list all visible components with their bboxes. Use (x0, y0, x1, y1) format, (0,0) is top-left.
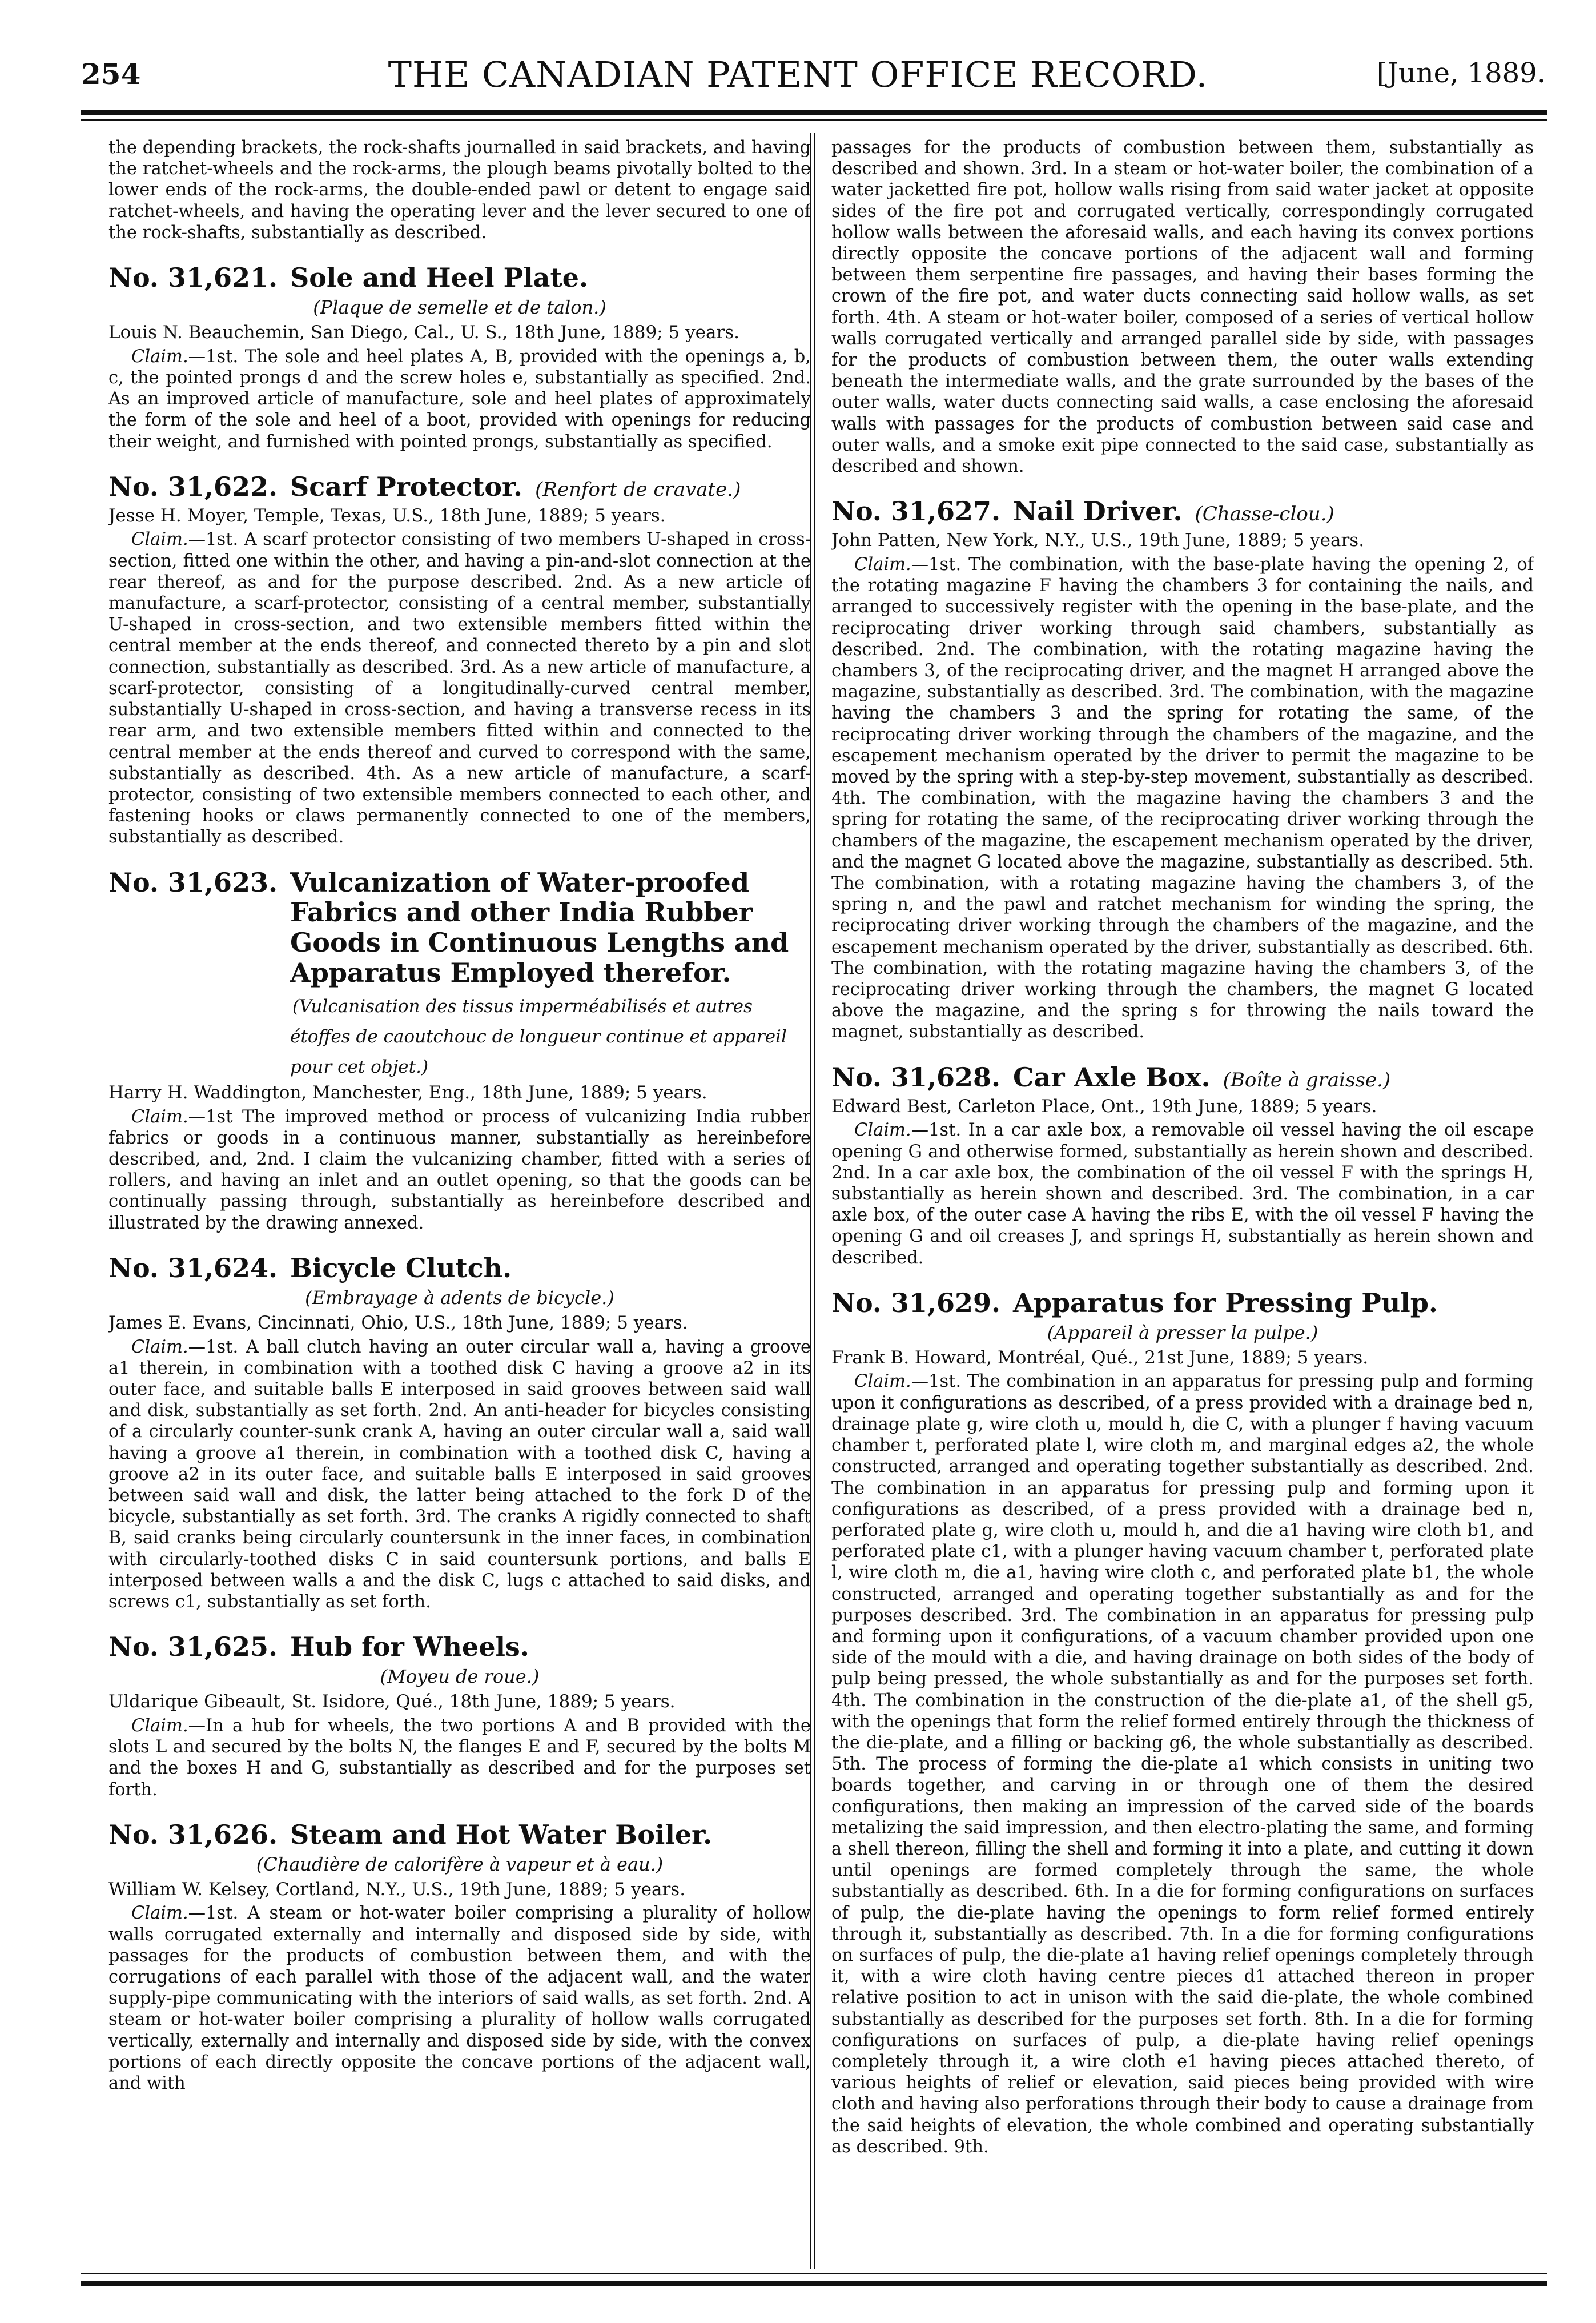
patent-heading (108, 263, 811, 293)
patent-heading (108, 472, 811, 502)
right-column (831, 137, 1534, 2262)
patent-inventor: Harry H. Waddington, Manchester, Eng., 18th June, 1889; 5 years. (108, 1082, 707, 1103)
patent-translation: (Appareil à presser la pulpe.) (1047, 1321, 1318, 1343)
patent-heading (831, 496, 1534, 527)
patent-heading (108, 1632, 811, 1662)
patent-translation: (Boîte à graisse.) (1223, 1068, 1391, 1092)
patent-inventor: John Patten, New York, N.Y., U.S., 19th June, 1889; 5 years. (831, 530, 1365, 551)
claim-label: Claim. (131, 1715, 188, 1736)
claim-text: —1st The improved method or process of vulcanizing India rubber fabrics or goods in a continuous manner, substantially as hereinbefore described, and, 2nd. I claim the vulcanizing chamber, fitted with a series of rollers, and having an inlet and an outlet opening, so that the goods can be continually passing through, substantially as hereinbefore described and illustrated by the drawing annexed. (108, 1106, 811, 1233)
patent-entry (831, 1062, 1534, 1269)
page-header (0, 53, 1596, 104)
patent-entry (108, 263, 811, 452)
patent-inventor: William W. Kelsey, Cortland, N.Y., U.S., 19th June, 1889; 5 years. (108, 1879, 686, 1900)
patent-inventor: Frank B. Howard, Montréal, Qué., 21st June, 1889; 5 years. (831, 1347, 1369, 1368)
claim-label: Claim. (854, 554, 911, 575)
patent-translation: (Chasse-clou.) (1195, 503, 1334, 526)
patent-title: Car Axle Box. (1013, 1061, 1211, 1093)
patent-number: No. 31,625. (108, 1631, 278, 1663)
patent-translation: (Vulcanisation des tissus imperméabilisés et autres étoffes de caoutchouc de longueur continue et appareil pour cet objet.) (290, 996, 787, 1077)
patent-heading (108, 1253, 811, 1283)
patent-entry (831, 496, 1534, 1042)
patent-claim (108, 1337, 811, 1613)
patent-entry (108, 1632, 811, 1800)
patent-number: No. 31,629. (831, 1287, 1001, 1318)
patent-title: Hub for Wheels. (290, 1631, 529, 1663)
left-column (108, 137, 811, 2262)
footer-rule-thin (81, 2273, 1547, 2274)
claim-label: Claim. (131, 1106, 188, 1127)
patent-claim (108, 1903, 811, 2094)
patent-inventor: Edward Best, Carleton Place, Ont., 19th June, 1889; 5 years. (831, 1096, 1377, 1117)
patent-translation: (Moyeu de roue.) (380, 1666, 540, 1688)
patent-entry (108, 1253, 811, 1612)
patent-title: Steam and Hot Water Boiler. (290, 1819, 713, 1850)
patent-title: Nail Driver. (1013, 496, 1183, 527)
claim-text: —In a hub for wheels, the two portions A and B provided with the slots L and secured by the bolts N, the flanges E and F, secured by the bolts M and the boxes H and G, substantially as described and for the purposes set forth. (108, 1715, 811, 1800)
patent-number: No. 31,621. (108, 262, 278, 294)
header-rule-thick (81, 110, 1547, 115)
claim-text: —1st. A steam or hot-water boiler comprising a plurality of hollow walls corrugated externally and internally and disposed side by side, with passages for the products of combustion between them, and with the corrugations of each parallel with those of the adjacent wall, and the water supply-pipe communicating with the interiors of said walls, as set forth. 2nd. A steam or hot-water boiler comprising a plurality of hollow walls corrugated vertically, externally and internally and disposed side by side, with the convex portions of each directly opposite the concave portions of the adjacent wall, and with (108, 1903, 811, 2094)
patent-number: No. 31,624. (108, 1252, 278, 1283)
patent-claim (831, 554, 1534, 1043)
claim-text: —1st. The combination in an apparatus for pressing pulp and forming upon it configurations as described, of a press provided with a drainage bed n, drainage plate g, wire cloth u, mould h, die C, with a plunger f having vacuum chamber t, perforated plate l, wire cloth m, and marginal edges a2, the whole constructed, arranged and operating together substantially as described. 2nd. The combination in an apparatus for pressing pulp and forming upon it configurations as described, of a press provided with a drainage bed n, perforated plate g, wire cloth u, mould h, and die a1 having wire cloth b1, and perforated plate c1, with a plunger having vacuum chamber t, perforated plate l, wire cloth m, die a1, having wire cloth c, and perforated plate b1, the whole constructed, arranged and operating together substantially as and for the purposes described. 3rd. The combination in an apparatus for pressing pulp and forming upon it configurations, of a vacuum chamber provided upon one side of the mould with a die, and having drainage on both sides of the body of pulp being pressed, the whole substantially as and for the purposes set forth. 4th. The combination in the construction of the die-plate a1, of the shell g5, with the openings that form the relief formed entirely through the thickness of the die-plate, and a filling or backing g6, the whole substantially as described. 5th. The process of forming the die-plate a1 which consists in uniting two boards together, and carving in or through one of them the desired configurations, then making an impression of the carved side of the boards metalizing the said impression, and then electro-plating the same, and forming a shell thereon, filling the shell and forming it into a plate, and cutting it down until openings are formed completely through the same, the whole substantially as described. 6th. In a die for forming configurations on surfaces of pulp, the die-plate having the openings to form relief formed entirely through it, substantially as described. 7th. In a die for forming configurations on surfaces of pulp, the die-plate a1 having relief openings completely through it, with a wire cloth having centre pieces d1 attached thereon in proper relative position to act in unison with the said die-plate, the whole combined substantially as described for the purposes set forth. 8th. In a die for forming configurations on surfaces of pulp, a die-plate having relief openings completely through it, a wire cloth e1 having pieces attached thereto, of various heights of relief or elevation, said pieces being provided with wire cloth and having also perforations through their body to cause a drainage from the said heights of elevation, the whole combined and operating substantially as described. 9th. (831, 1371, 1534, 2157)
patent-entry (108, 1820, 811, 2095)
patent-claim (108, 529, 811, 848)
patent-title: Apparatus for Pressing Pulp. (1013, 1287, 1438, 1318)
right-continuation-text: passages for the products of combustion between them, substantially as described and shown. 3rd. In a steam or hot-water boiler, the combination of a water jacketted fire pot, hollow walls rising from said water jacket at opposite sides of the fire pot and corrugated vertically, correspondingly corrugated hollow walls between the aforesaid walls, and each having its convex portions directly opposite the concave portions of the adjacent wall and forming between them serpentine fire passages, and having their bases forming the crown of the fire pot, and water ducts connecting said hollow walls, as set forth. 4th. A steam or hot-water boiler, composed of a series of vertical hollow walls corrugated vertically and arranged parallel side by side, with passages for the products of combustion between them, the outer walls extending beneath the intermediate walls, and the grate surrounded by the bases of the outer walls, water ducts connecting said walls, a case enclosing the aforesaid walls with passages for the products of combustion between said case and outer walls, and a smoke exit pipe connected to the said case, substantially as described and shown. (831, 138, 1534, 477)
patent-title: Scarf Protector. (290, 471, 523, 502)
left-continuation-text: the depending brackets, the rock-shafts journalled in said brackets, and having the ratchet-wheels and the rock-arms, the plough beams pivotally bolted to the lower ends of the rock-arms, the double-ended pawl or detent to engage said ratchet-wheels, and having the operating lever and the lever secured to one of the rock-shafts, substantially as described. (108, 138, 811, 243)
patent-heading (108, 1820, 811, 1850)
patent-title: Sole and Heel Plate. (290, 262, 588, 294)
patent-claim (831, 1120, 1534, 1268)
claim-label: Claim. (131, 1903, 188, 1924)
patent-inventor: James E. Evans, Cincinnati, Ohio, U.S., 18th June, 1889; 5 years. (108, 1312, 688, 1333)
patent-inventor: Louis N. Beauchemin, San Diego, Cal., U. S., 18th June, 1889; 5 years. (108, 322, 740, 343)
patent-entry (108, 868, 811, 1234)
issue-date: [June, 1889. (1376, 57, 1546, 89)
patent-claim (108, 1715, 811, 1800)
claim-label: Claim. (131, 346, 188, 367)
patent-inventor: Jesse H. Moyer, Temple, Texas, U.S., 18th June, 1889; 5 years. (108, 505, 666, 526)
column-divider-second (814, 133, 815, 2269)
patent-translation: (Renfort de cravate.) (535, 478, 741, 501)
claim-text: —1st. A ball clutch having an outer circular wall a, having a groove a1 therein, in combination with a toothed disk C having a groove a2 in its outer face, and suitable balls E interposed in said grooves between said wall and disk, substantially as set forth. 2nd. An anti-header for bicycles consisting of a circularly counter-sunk crank A, having an outer circular wall a, said wall having a groove a1 therein, in combination with a toothed disk C, having a groove a2 in its outer face, and suitable balls E interposed in said grooves between said wall and disk, the latter being attached to the fork D of the bicycle, substantially as set forth. 3rd. The cranks A rigidly connected to shaft B, said cranks being circularly countersunk in the inner faces, in combination with circularly-toothed disks C in said countersunk portions, and balls E interposed between walls a and the disk C, lugs c attached to said disks, and screws c1, substantially as set forth. (108, 1337, 811, 1612)
patent-entry (108, 472, 811, 848)
claim-label: Claim. (131, 529, 188, 550)
journal-title: THE CANADIAN PATENT OFFICE RECORD. (388, 54, 1208, 95)
header-rule-thin (81, 119, 1547, 121)
claim-text: —1st. In a car axle box, a removable oil vessel having the oil escape opening G and otherwise formed, substantially as herein shown and described. 2nd. In a car axle box, the combination of the oil vessel F with the springs H, substantially as herein shown and described. 3rd. The combination, in a car axle box, of the outer case A having the ribs E, with the oil vessel F having the opening G and oil creases J, and springs H, substantially as herein shown and described. (831, 1120, 1534, 1268)
page-number: 254 (81, 57, 141, 91)
patent-translation: (Embrayage à adents de bicycle.) (305, 1286, 614, 1309)
patent-claim (831, 1371, 1534, 2157)
patent-heading (108, 868, 811, 1079)
patent-claim (108, 346, 811, 452)
patent-title: Vulcanization of Water-proofed Fabrics and other India Rubber Goods in Continuous Lengths and Apparatus Employed therefor. (290, 866, 789, 989)
patent-translation: (Chaudière de calorifère à vapeur et à eau.) (256, 1853, 664, 1875)
patent-entry (831, 1288, 1534, 2157)
footer-rule-thick (81, 2281, 1547, 2286)
patent-translation: (Plaque de semelle et de talon.) (313, 296, 606, 318)
patent-number: No. 31,628. (831, 1061, 1001, 1093)
patent-number: No. 31,623. (108, 866, 278, 898)
patent-claim (108, 1106, 811, 1234)
claim-label: Claim. (854, 1120, 911, 1141)
claim-label: Claim. (854, 1371, 911, 1392)
patent-number: No. 31,626. (108, 1819, 278, 1850)
patent-number: No. 31,627. (831, 496, 1001, 527)
patent-number: No. 31,622. (108, 471, 278, 502)
patent-heading (831, 1062, 1534, 1093)
patent-inventor: Uldarique Gibeault, St. Isidore, Qué., 18th June, 1889; 5 years. (108, 1691, 676, 1712)
patent-title: Bicycle Clutch. (290, 1252, 512, 1283)
claim-text: —1st. A scarf protector consisting of two members U-shaped in cross-section, fitted one within the other, and having a pin-and-slot connection at the rear thereof, as and for the purpose described. 2nd. As a new article of manufacture, a scarf-protector, consisting of a central member, substantially U-shaped in cross-section, and two extensible members fitted within the central member at the ends thereof, and connected thereto by a pin and slot connection, substantially as described. 3rd. As a new article of manufacture, a scarf-protector, consisting of a longitudinally-curved central member, substantially U-shaped in cross-section, and having a transverse recess in its rear arm, and two extensible members fitted within and connected to the central member at the ends thereof and curved to correspond with the same, substantially as described. 4th. As a new article of manufacture, a scarf-protector, consisting of two extensible members connected to each other, and fastening hooks or claws permanently connected to one of the members, substantially as described. (108, 529, 811, 848)
patent-heading (831, 1288, 1534, 1318)
claim-text: —1st. The combination, with the base-plate having the opening 2, of the rotating magazine F having the chambers 3 for containing the nails, and arranged to successively register with the opening in the base-plate, and the reciprocating driver working through said chambers, substantially as described. 2nd. The combination, with the rotating magazine having the chambers 3, of the reciprocating driver, and the magnet H arranged above the magazine, substantially as described. 3rd. The combination, with the magazine having the chambers 3 and the spring for rotating the same, of the reciprocating driver working through the chambers of the magazine, and the escapement mechanism operated by the driver to permit the magazine to be moved by the spring with a step-by-step movement, substantially as described. 4th. The combination, with the magazine having the chambers 3 and the spring for rotating the same, of the reciprocating driver working through the chambers of the magazine, the escapement mechanism operated by the driver, and the magnet G located above the magazine, substantially as described. 5th. The combination, with a rotating magazine having the chambers 3, of the spring n, and the pawl and ratchet mechanism for winding the spring, the reciprocating driver working through the chambers of the magazine, and the escapement mechanism operated by the driver, substantially as described. 6th. The combination, with the rotating magazine having the chambers 3, of the reciprocating driver working through the chambers, the magnet G located above the magazine, and the spring s for throwing the nails toward the magnet, substantially as described. (831, 554, 1534, 1042)
claim-text: —1st. The sole and heel plates A, B, provided with the openings a, b, c, the pointed prongs d and the screw holes e, substantially as specified. 2nd. As an improved article of manufacture, sole and heel plates of approximately the form of the sole and heel of a boot, provided with openings for reducing their weight, and furnished with pointed prongs, substantially as specified. (108, 346, 811, 452)
claim-label: Claim. (131, 1337, 188, 1357)
